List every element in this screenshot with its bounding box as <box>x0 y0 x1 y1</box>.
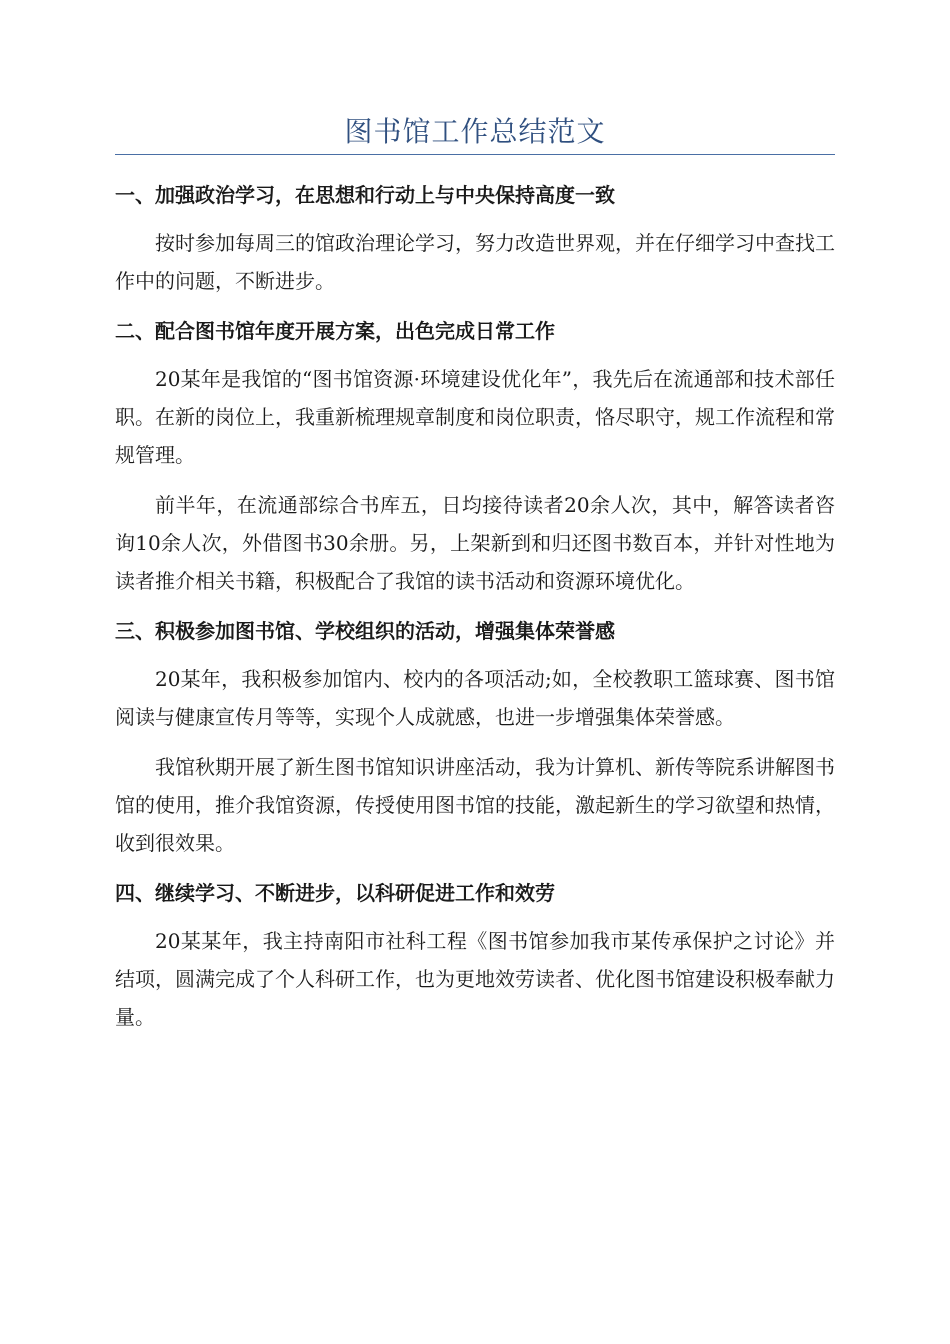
paragraph: 前半年，在流通部综合书库五，日均接待读者20余人次，其中，解答读者咨询10余人次，外借图书30余册。另，上架新到和归还图书数百本，并针对性地为读者推介相关书籍，积极配合了我馆的读书活动和资源环境优化。 <box>115 493 835 593</box>
section-2 <box>115 312 835 600</box>
title-underline <box>115 154 835 155</box>
paragraph: 20某年，我积极参加馆内、校内的各项活动;如，全校教职工篮球赛、图书馆阅读与健康宣传月等等，实现个人成就感，也进一步增强集体荣誉感。 <box>115 667 835 729</box>
document-body <box>115 176 835 1048</box>
document-title: 图书馆工作总结范文 <box>344 115 606 148</box>
section-3 <box>115 612 835 862</box>
section-heading: 三、积极参加图书馆、学校组织的活动，增强集体荣誉感 <box>115 619 615 643</box>
section-heading: 四、继续学习、不断进步，以科研促进工作和效劳 <box>115 881 555 905</box>
paragraph: 我馆秋期开展了新生图书馆知识讲座活动，我为计算机、新传等院系讲解图书馆的使用，推介我馆资源，传授使用图书馆的技能，激起新生的学习欲望和热情，收到很效果。 <box>115 755 835 855</box>
paragraph: 20某某年，我主持南阳市社科工程《图书馆参加我市某传承保护之讨论》并结项，圆满完成了个人科研工作，也为更地效劳读者、优化图书馆建设积极奉献力量。 <box>115 929 835 1029</box>
paragraph: 20某年是我馆的“图书馆资源·环境建设优化年”，我先后在流通部和技术部任职。在新的岗位上，我重新梳理规章制度和岗位职责，恪尽职守，规工作流程和常规管理。 <box>115 367 835 467</box>
section-heading: 一、加强政治学习，在思想和行动上与中央保持高度一致 <box>115 183 615 207</box>
section-1 <box>115 176 835 300</box>
section-4 <box>115 874 835 1036</box>
section-heading: 二、配合图书馆年度开展方案，出色完成日常工作 <box>115 319 555 343</box>
paragraph: 按时参加每周三的馆政治理论学习，努力改造世界观，并在仔细学习中查找工作中的问题，不断进步。 <box>115 231 835 293</box>
